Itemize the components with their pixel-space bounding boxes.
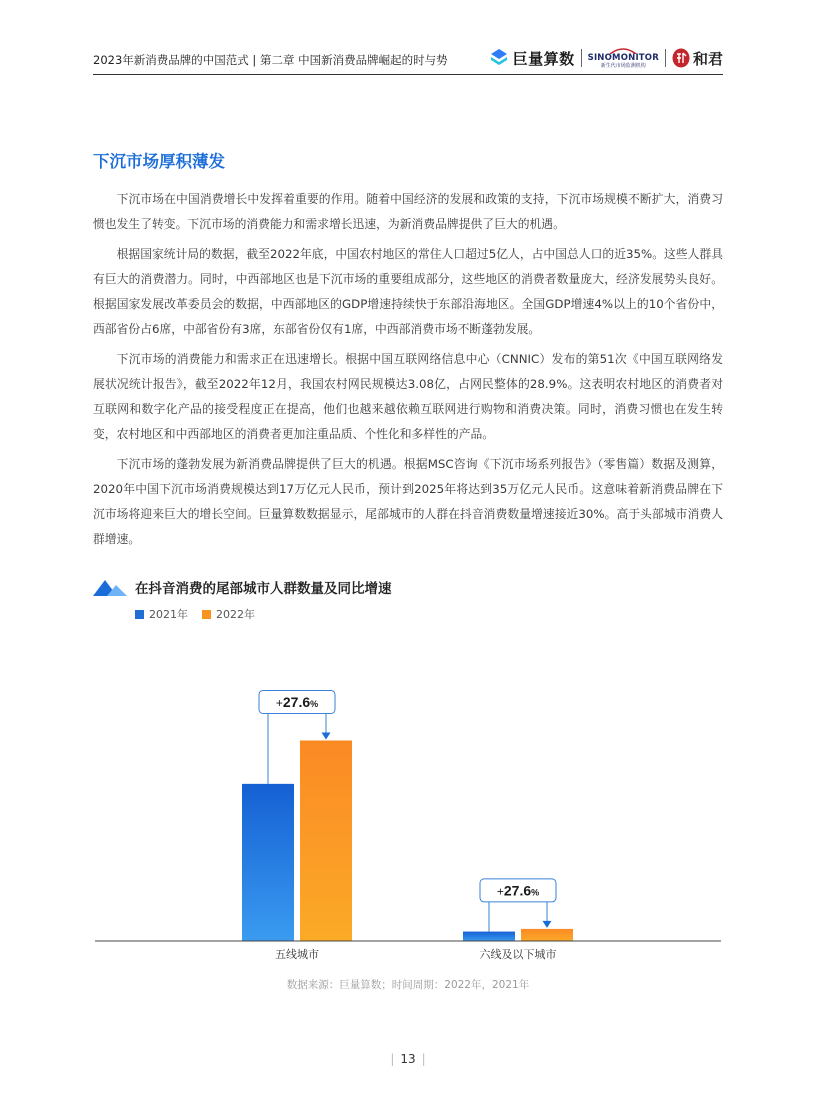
section-title: 下沉市场厚积薄发 <box>93 152 225 171</box>
legend-label: 2021年 <box>149 608 188 621</box>
juliang-logo-icon <box>489 48 509 68</box>
juliang-logo-text: 巨量算数 <box>512 49 575 68</box>
bar-2022 <box>521 929 573 941</box>
juliang-logo <box>489 48 575 69</box>
body-paragraph: 下沉市场的消费能力和需求正在迅速增长。根据中国互联网络信息中心（CNNIC）发布的第51次《中国互联网络发展状况统计报告》，截至2022年12月，我国农村网民规模达3.08亿，占网民整体的28.9%。这表明农村地区的消费者对互联网和数字化产品的接受程度正在提高，他们也越来越依赖互联网进行购物和消费决策。同时，消费习惯也在发生转变，农村地区和中西部地区的消费者更加注重品质、个性化和多样性的产品。 <box>93 352 723 441</box>
bar-2021 <box>463 932 515 941</box>
category-label: 六线及以下城市 <box>479 948 557 961</box>
body-paragraph: 根据国家统计局的数据，截至2022年底，中国农村地区的常住人口超过5亿人，占中国总人口的近35%。这些人群具有巨大的消费潜力。同时，中西部地区也是下沉市场的重要组成部分，这些地区的消费者数量庞大，经济发展势头良好。根据国家发展改革委员会的数据，中西部地区的GDP增速持续快于东部沿海地区。全国GDP增速4%以上的10个省份中，西部省份占6席，中部省份有3席，东部省份仅有1席，中西部消费市场不断蓬勃发展。 <box>93 247 724 336</box>
page-number <box>0 1052 816 1066</box>
header-divider <box>93 74 723 75</box>
chart-title-wrap <box>93 576 392 598</box>
annotation-number: 27.6 <box>503 882 532 899</box>
legend-swatch <box>135 610 144 619</box>
header-title: 2023年新消费品牌的中国范式 | 第二章 中国新消费品牌崛起的时与势 <box>93 53 448 67</box>
annotation-unit: % <box>310 698 319 709</box>
hejun-logo <box>672 48 723 69</box>
logo-divider <box>665 49 666 67</box>
annotation-plus: + <box>496 884 504 899</box>
chart-source: 数据来源：巨量算数；时间周期：2022年，2021年 <box>286 979 530 991</box>
annotation-plus: + <box>275 695 283 710</box>
annotation-unit: % <box>531 887 540 898</box>
category-label: 五线城市 <box>275 948 319 961</box>
page-number-bar: | <box>390 1052 395 1066</box>
sinomonitor-logo-text: SINOMONITOR <box>587 53 659 64</box>
sinomonitor-logo-subtext: 新生代市场监测机构 <box>600 62 646 69</box>
mountain-icon <box>93 578 127 596</box>
hejun-logo-text: 和君 <box>692 49 723 68</box>
chart-legend <box>135 606 255 622</box>
legend-item <box>202 606 255 622</box>
page-number-bar: | <box>421 1052 426 1066</box>
legend-label: 2022年 <box>216 608 255 621</box>
hejun-seal-icon <box>672 48 690 68</box>
chart-title: 在抖音消费的尾部城市人群数量及同比增速 <box>135 581 392 597</box>
page-header <box>93 44 723 74</box>
annotation-number: 27.6 <box>282 693 311 710</box>
legend-item <box>135 606 188 622</box>
header-logos <box>489 46 723 70</box>
annotation-arrow-icon <box>322 732 331 739</box>
body-paragraph: 下沉市场在中国消费增长中发挥着重要的作用。随着中国经济的发展和政策的支持，下沉市场规模不断扩大，消费习惯也发生了转变。下沉市场的消费能力和需求增长迅速，为新消费品牌提供了巨大的机遇。 <box>93 192 723 231</box>
legend-swatch <box>202 610 211 619</box>
annotation-arrow-icon <box>543 921 552 928</box>
body-paragraph: 下沉市场的蓬勃发展为新消费品牌提供了巨大的机遇。根据MSC咨询《下沉市场系列报告》（零售篇）数据及测算，2020年中国下沉市场消费规模达到17万亿元人民币，预计到2025年将达到35万亿元人民币。这意味着新消费品牌在下沉市场将迎来巨大的增长空间。巨量算数数据显示，尾部城市的人群在抖音消费数量增速接近30%。高于头部城市消费人群增速。 <box>93 457 723 546</box>
sinomonitor-logo <box>588 47 659 69</box>
bar-2022 <box>300 740 352 941</box>
bar-2021 <box>242 784 294 941</box>
page-number-text: 13 <box>400 1052 416 1066</box>
bar-chart <box>0 630 816 970</box>
logo-divider <box>581 49 582 67</box>
